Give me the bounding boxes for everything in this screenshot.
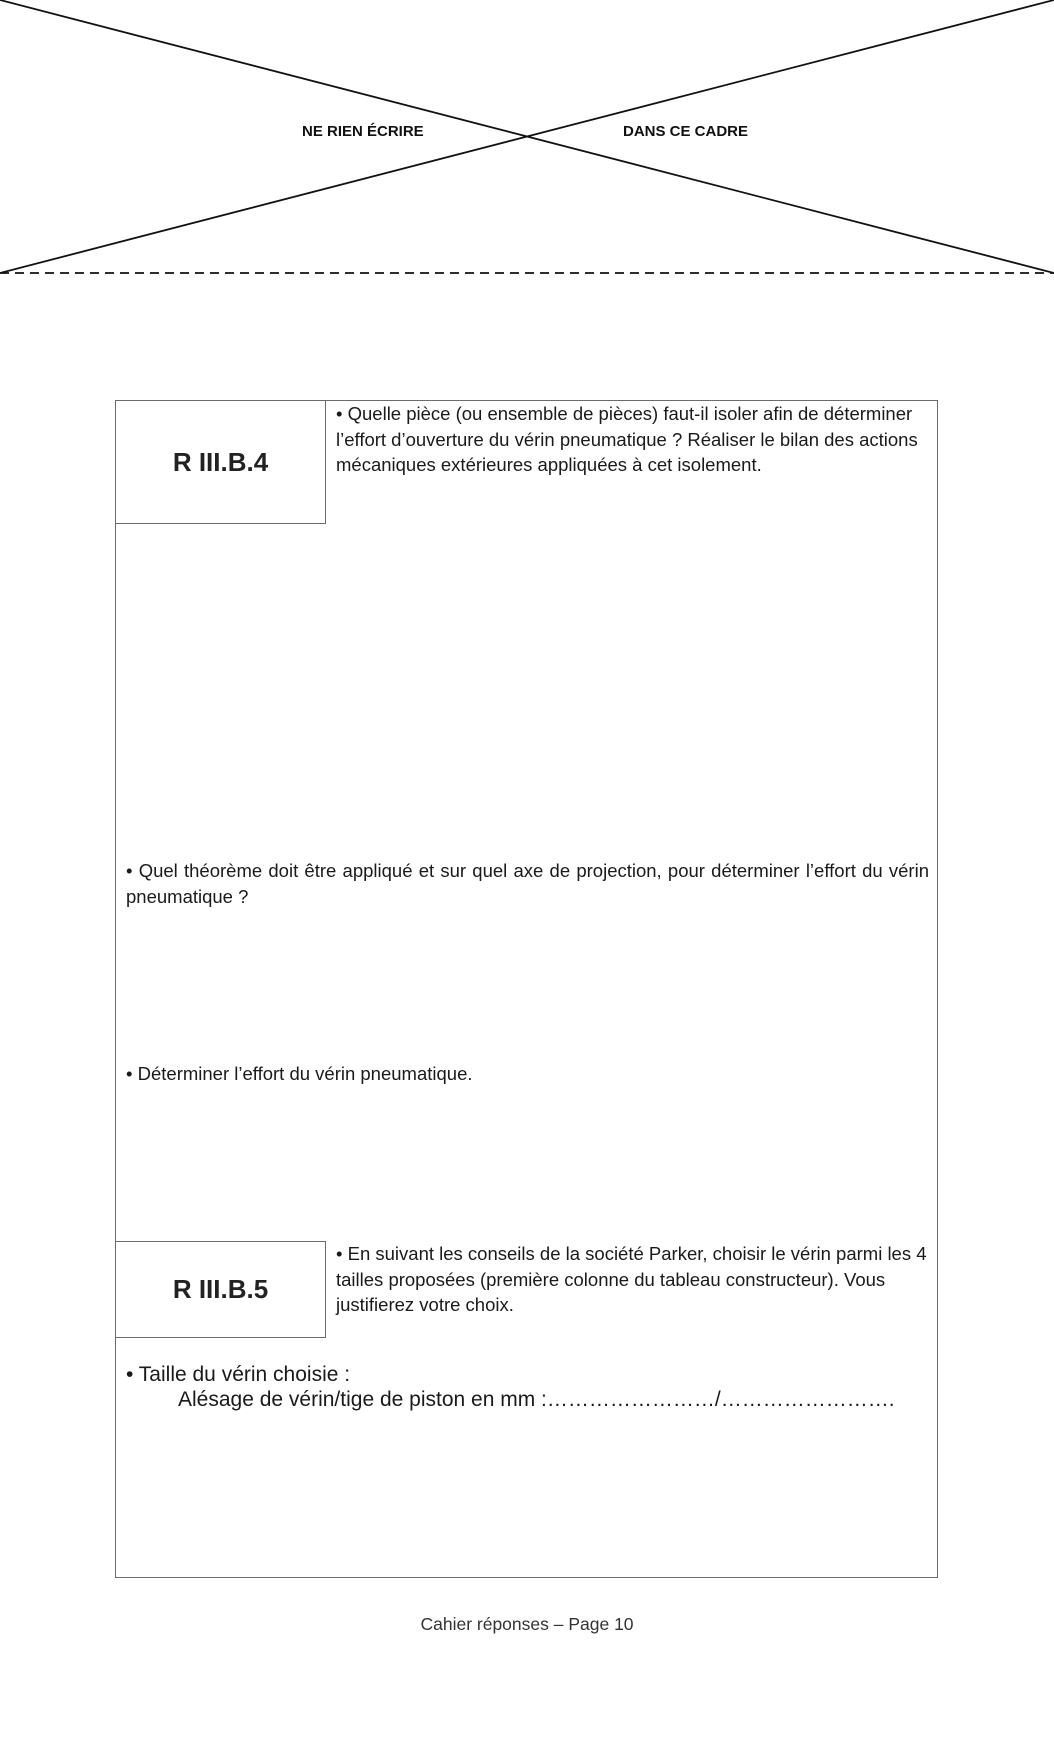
page-footer: Cahier réponses – Page 10	[420, 1614, 634, 1634]
question-isolation: • Quelle pièce (ou ensemble de pièces) faut-il isoler afin de déterminer l’effort d’ouverture du vérin pneumatique ? Réaliser le bilan des actions mécaniques extérieures appliquées à cet isolement.	[336, 403, 918, 475]
question-theorem: • Quel théorème doit être appliqué et sur quel axe de projection, pour déterminer l’effort du vérin pneumatique ?	[126, 860, 929, 907]
bore-rod-fill-in: Alésage de vérin/tige de piston en mm :……………………/…………………….	[178, 1388, 895, 1411]
cross-out-lines	[0, 0, 1054, 276]
do-not-write-label: NE RIEN ÉCRIRE	[302, 123, 424, 140]
question-cylinder-force: • Déterminer l’effort du vérin pneumatique.	[126, 1063, 473, 1084]
question-id-r3b5: R III.B.5	[115, 1241, 326, 1338]
cylinder-size-choice	[126, 1362, 929, 1412]
question-id-r3b4: R III.B.4	[115, 400, 326, 524]
answer-box	[115, 400, 938, 1578]
question-choose-cylinder: • En suivant les conseils de la société Parker, choisir le vérin parmi les 4 tailles proposées (première colonne du tableau constructeur). Vous justifierez votre choix.	[336, 1243, 927, 1315]
do-not-write-frame	[0, 0, 1054, 276]
cylinder-size-label: • Taille du vérin choisie :	[126, 1363, 351, 1386]
in-this-frame-label: DANS CE CADRE	[623, 123, 749, 140]
